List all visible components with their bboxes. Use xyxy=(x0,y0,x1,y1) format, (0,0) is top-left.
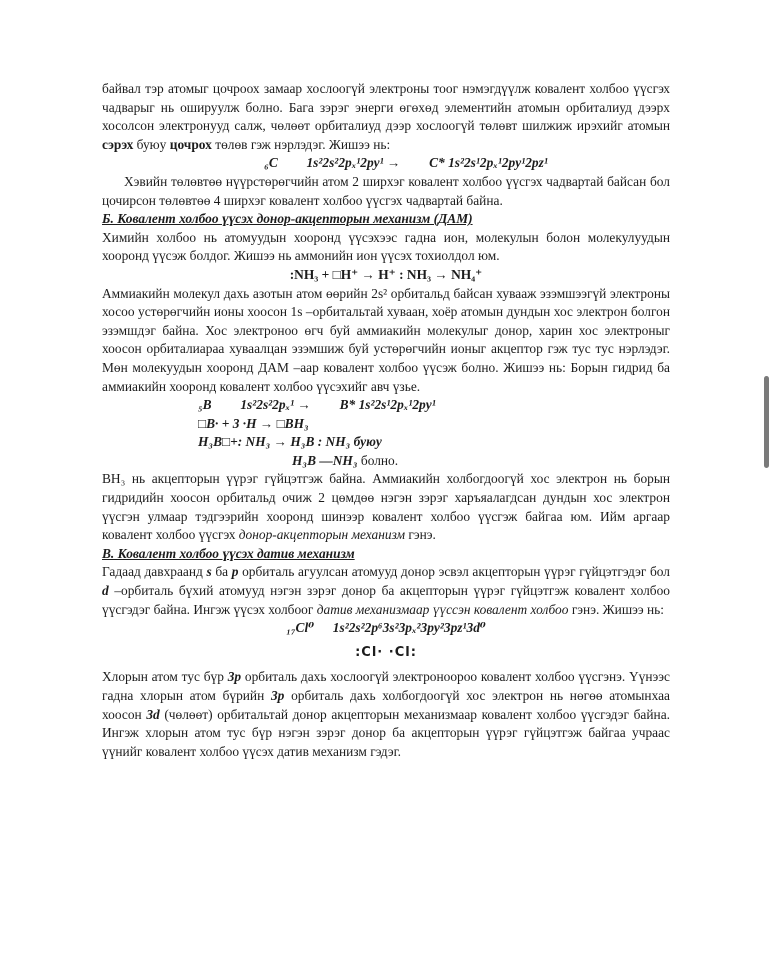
paragraph-chlorine xyxy=(102,668,670,761)
formula-part: ₆C xyxy=(264,155,278,171)
formula-part: H₃B —NH₃ xyxy=(292,452,358,468)
heading-text: В. Ковалент холбоо үүсэх датив механизм xyxy=(102,545,355,561)
text: буюу xyxy=(136,136,167,152)
italic-term: датив механизмаар үүссэн ковалент холбоо xyxy=(316,601,569,617)
paragraph-chemical-bond xyxy=(102,229,670,266)
formula-part: C* 1s²2s¹2pₓ¹2py¹2pz¹ xyxy=(429,155,548,171)
orbital-p: p xyxy=(231,564,239,580)
text: Хлорын атом тус бүр xyxy=(102,669,224,685)
lewis-dots: :Cl· ·Cl: xyxy=(355,644,417,660)
italic-term: донор-акцепторын механизм xyxy=(238,527,406,543)
formula-boron xyxy=(198,396,670,415)
formula-part: ₅B xyxy=(198,397,212,413)
orbital-s: s xyxy=(206,564,212,580)
text: ба xyxy=(215,564,229,580)
text: төлөв гэж нэрлэдэг. Жишээ нь: xyxy=(215,136,391,152)
paragraph-dative xyxy=(102,563,670,619)
text: гэнэ. xyxy=(408,527,436,543)
formula-part: 1s²2s²2pₓ¹ → xyxy=(240,397,311,413)
formula-adduct: H₃B□+: NH₃ → H₃B : NH₃ буюу xyxy=(198,434,382,450)
formula-bond-line xyxy=(198,452,670,471)
text: орбиталь дахь холбогдоогүй хос электрон нь нөгөө атомынхаа хоосон xyxy=(102,688,670,722)
formula-part: B* 1s²2s¹2pₓ¹2py¹ xyxy=(339,397,436,413)
lewis-structure-chlorine xyxy=(102,638,670,669)
formula-bh3: □B· + 3 ·H → □BH₃ xyxy=(198,415,309,431)
text: Хэвийн төлөвтөө нүүрстөрөгчийн атом 2 ширхэг ковалент холбоо үүсгэх чадвартай байсан бол цочирсон төлөвтөө 4 ширхэг ковалент холбоо үүсгэх чадвартай байна. xyxy=(102,173,670,208)
paragraph-carbon-bonds xyxy=(102,173,670,210)
formula-part: 1s²2s²2p⁶3s²3pₓ²3py²3pz¹3d⁰ xyxy=(332,620,486,636)
section-heading-b xyxy=(102,210,670,229)
text: орбиталь дахь хослоогүй электроноороо ковалент холбоо үүсгэнэ. Үүнээс гадна хлорын атом бүрийн xyxy=(102,669,670,703)
orbital-d: d xyxy=(102,583,109,599)
formula-part: 1s²2s²2pₓ¹2py¹ → xyxy=(306,155,401,171)
paragraph-ammonia xyxy=(102,285,670,397)
orbital-3p: 3p xyxy=(270,688,285,703)
text: BH₃ нь акцепторын үүрэг гүйцэтгэж байна. Аммиакийн холбогдоогүй хос электрон нь борын гидридийн хоосон орбитальд очиж 2 цөмдөө нэгэн зэрэг харъяалагдсан дундын хос электрон үүсгэн улмаар тэдгээрийн хооронд шинээр ковалент холбоо үүсгэж байгаа юм. Ийм аргаар ковалент холбоо үүсгэх xyxy=(102,471,670,543)
formula-block-boron xyxy=(102,396,670,470)
orbital-3p: 3p xyxy=(227,669,242,685)
page-content xyxy=(102,80,670,761)
text: –орбиталь бүхий атомууд нэгэн зэрэг донор ба акцепторын үүрэг гүйцэтгэж ковалент холбоо үүсгэдэг байна. Ингэж үүсэх холбоог xyxy=(102,583,671,617)
text: байвал тэр атомыг цочроох замаар хослоогүй электроны тоог нэмэгдүүлж ковалент холбоо үүсгэх чадварыг нь ошируулж болно. Бага зэрэг энерги өгөхөд элементийн атомын орбиталиуд дээрх хосолсон электронууд салж, чөлөөт орбиталиуд дээр хослоогүй төлөвт шилжиж ирэхийг атомын xyxy=(102,81,670,134)
text: Гадаад давхраанд xyxy=(102,564,203,580)
text: болно. xyxy=(360,452,399,468)
formula-part: :NH₃ + □H⁺ → H⁺ : NH₃ → NH₄⁺ xyxy=(289,266,483,282)
paragraph-bh3-acceptor xyxy=(102,470,670,544)
orbital-3d: 3d xyxy=(146,706,160,722)
formula-ammonium xyxy=(102,266,670,285)
text: Аммиакийн молекул дахь азотын атом өөрийн 2s² орбитальд байсан хувааж эзэмшээгүй электроны хосоо устөрөгчийн ионы хоосон 1s –орбитальтай хуваан, хоёр атомын дундын хос электрон болгон эзэмшдэг байна. Хос электроноо өгч буй аммиакийн молекулыг донор, харин хос электроныг хоосон орбиталиараа хуваалцан эзэмшиж буй устөрөгчийн ионыг акцептор гэж тус тус нэрлэдэг. Мөн молекуудын хооронд ДАМ –аар ковалент холбоо үүсэж болно. Жишээ нь: Борын гидрид ба аммиакийн хооронд ковалент холбоо үүсэхийг авч үзье. xyxy=(102,285,670,394)
text: Химийн холбоо нь атомуудын хооронд үүсэхээс гадна ион, молекулын болон молекулуудын хооронд үүсэж болдог. Жишээ нь аммонийн ион үүсэх тохиолдол юм. xyxy=(102,229,670,264)
bold-term-agitated: цочрох xyxy=(169,136,212,152)
scrollbar-thumb[interactable] xyxy=(764,376,769,468)
heading-text: Б. Ковалент холбоо үүсэх донор-акцепторын механизм (ДАМ) xyxy=(102,211,473,227)
text: (чөлөөт) орбитальтай донор акцепторын механизмаар ковалент холбоо үүсгэдэг байна. Ингэж хлорын атом тус бүр нэгэн зэрэг донор ба акцепторын үүрэг гүйцэтгэж байгаа учраас үүнийг ковалент холбоо үүсэх датив механизм гэдэг. xyxy=(102,706,670,759)
bold-term-excited: сэрэх xyxy=(102,136,134,152)
formula-part: ₁₇Cl⁰ xyxy=(286,620,315,636)
section-heading-v xyxy=(102,545,670,564)
formula-chlorine xyxy=(102,619,670,638)
formula-carbon xyxy=(102,154,670,173)
text: гэнэ. Жишээ нь: xyxy=(571,601,664,617)
paragraph-excited-state xyxy=(102,80,670,154)
text: орбиталь агуулсан атомууд донор эсвэл акцепторын үүрэг гүйцэтгэдэг бол xyxy=(242,564,670,580)
